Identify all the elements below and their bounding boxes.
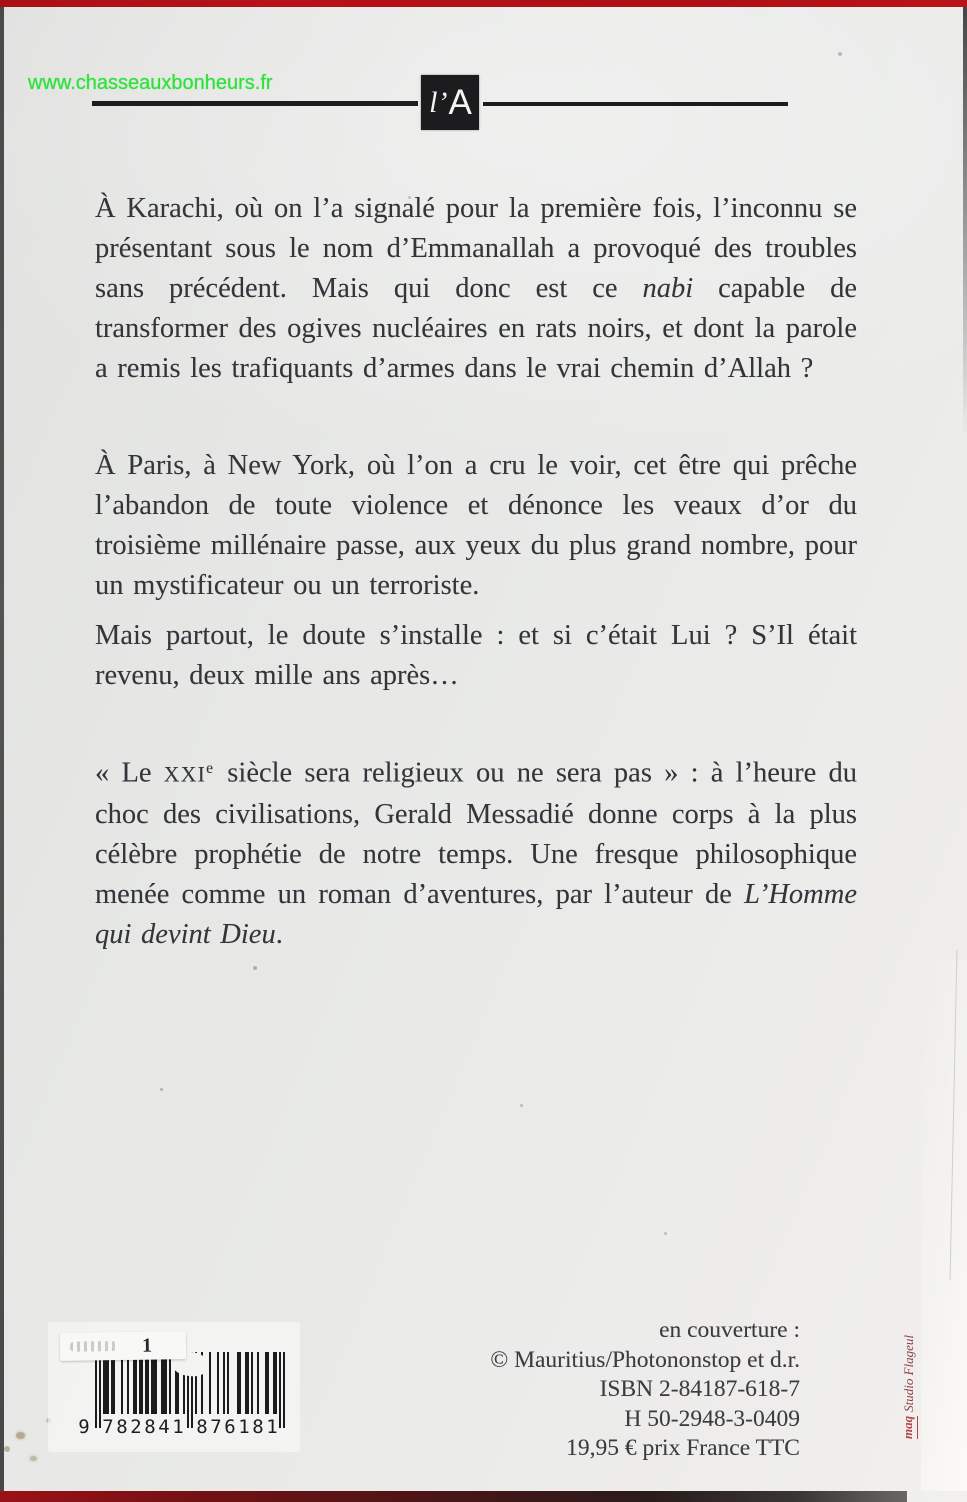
paper-speck bbox=[664, 1232, 667, 1235]
barcode-digit: 8 bbox=[144, 1416, 156, 1438]
barcode-bar bbox=[227, 1352, 229, 1414]
sticker-number: 1 bbox=[141, 1334, 153, 1357]
barcode-bar bbox=[127, 1352, 129, 1414]
top-red-strip bbox=[0, 0, 967, 7]
barcode-bar bbox=[113, 1352, 115, 1414]
barcode-digit: 9 bbox=[78, 1416, 90, 1438]
barcode-bar bbox=[121, 1352, 123, 1414]
barcode-digit: 4 bbox=[158, 1416, 170, 1438]
book-left-edge bbox=[0, 7, 4, 1491]
barcode-bar bbox=[95, 1352, 97, 1428]
sticker-smudge bbox=[70, 1341, 116, 1352]
paper-stain bbox=[4, 1446, 10, 1452]
credit-line-3: ISBN 2-84187-618-7 bbox=[599, 1376, 800, 1402]
barcode-digit: 8 bbox=[116, 1416, 128, 1438]
barcode-bar bbox=[217, 1352, 219, 1414]
barcode-bar bbox=[141, 1352, 143, 1414]
barcode-bar bbox=[147, 1352, 149, 1414]
barcode-bar bbox=[155, 1352, 157, 1414]
page-edge-highlight bbox=[921, 960, 967, 1491]
studio-name: Studio Flageul bbox=[901, 1334, 916, 1412]
barcode-bar bbox=[247, 1352, 249, 1414]
cover-credits bbox=[490, 1316, 800, 1464]
paragraph-4: « Le XXIe siècle sera religieux ou ne sera pas » : à l’heure du choc des civilisations, Gerald Messadié donne corps à la plus célèbre prophétie de notre temps. Une fresque philosophique menée comme un roman d’aventures, par l’auteur de L’Homme qui devint Dieu. bbox=[95, 757, 858, 950]
paper-speck bbox=[520, 1104, 523, 1107]
paper-speck bbox=[253, 966, 257, 970]
price-sticker bbox=[60, 1331, 186, 1361]
barcode-bar bbox=[239, 1352, 241, 1414]
barcode-bar bbox=[257, 1352, 259, 1414]
barcode-bar bbox=[279, 1352, 281, 1428]
paper-stain bbox=[16, 1432, 25, 1439]
barcode-digit: 1 bbox=[238, 1416, 250, 1438]
barcode-digit: 8 bbox=[252, 1416, 264, 1438]
paper-speck bbox=[838, 52, 842, 56]
credit-line-4: H 50-2948-3-0409 bbox=[624, 1405, 800, 1432]
studio-logo: maq bbox=[900, 1416, 918, 1439]
barcode-bar bbox=[165, 1352, 167, 1414]
barcode-digit: 1 bbox=[172, 1416, 184, 1438]
paragraph-3: Mais partout, le doute s’installe : et si c’était Lui ? S’Il était revenu, deux mille ans après… bbox=[95, 620, 857, 691]
barcode-bar bbox=[169, 1352, 171, 1414]
barcode-digit: 1 bbox=[266, 1416, 278, 1438]
publisher-logo-letter: A bbox=[448, 83, 471, 122]
barcode-bar bbox=[251, 1352, 253, 1414]
book-right-edge bbox=[963, 7, 967, 437]
barcode-bar bbox=[275, 1352, 277, 1414]
logo-rule-left bbox=[92, 101, 418, 106]
paragraph-2: À Paris, à New York, où l’on a cru le voir, cet être qui prêche l’abandon de toute violence et dénonce les veaux d’or du troisième millénaire passe, aux yeux du plus grand nombre, pour un mystificateur ou un terroriste. bbox=[95, 450, 857, 601]
barcode-digit: 7 bbox=[102, 1416, 114, 1438]
paper-speck bbox=[160, 1088, 163, 1091]
watermark-url: www.chasseauxbonheurs.fr bbox=[28, 72, 273, 94]
barcode-bar bbox=[283, 1352, 285, 1428]
design-studio-credit bbox=[896, 1324, 922, 1450]
barcode-digit: 6 bbox=[224, 1416, 236, 1438]
logo-rule-right bbox=[483, 102, 788, 106]
publisher-logo-script: l’ bbox=[429, 85, 448, 119]
barcode-bar bbox=[223, 1352, 225, 1414]
credit-line-1: en couverture : bbox=[659, 1317, 800, 1343]
paragraph-1: À Karachi, où on l’a signalé pour la première fois, l’inconnu se présentant sous le nom d’Emmanallah a provoqué des troubles sans précédent. Mais qui donc est ce nabi capable de transformer des ogives nucléaires en rats noirs, et dont la parole a remis les trafiquants d’armes dans le vrai chemin d’Allah ? bbox=[95, 193, 857, 384]
barcode-digit: 7 bbox=[210, 1416, 222, 1438]
barcode-bar bbox=[135, 1352, 137, 1414]
barcode-bar bbox=[107, 1352, 109, 1414]
bottom-red-strip bbox=[0, 1491, 907, 1502]
paper-stain bbox=[30, 1456, 37, 1461]
publisher-logo-archipel bbox=[421, 75, 479, 130]
barcode-bar bbox=[209, 1352, 211, 1414]
credit-line-5: 19,95 € prix France TTC bbox=[566, 1435, 800, 1461]
barcode-digit: 2 bbox=[130, 1416, 142, 1438]
barcode-digit: 8 bbox=[196, 1416, 208, 1438]
credit-line-2: © Mauritius/Photononstop et d.r. bbox=[490, 1346, 800, 1373]
barcode-bar bbox=[267, 1352, 269, 1414]
